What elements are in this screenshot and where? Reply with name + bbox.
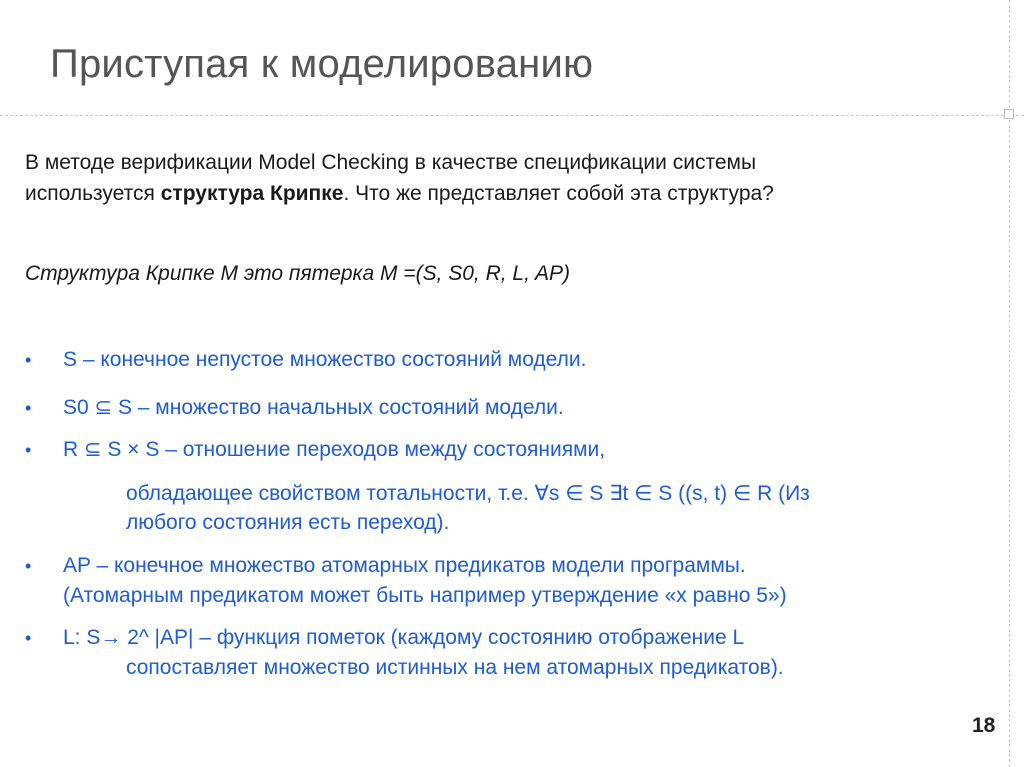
bullet-marker-s: • bbox=[25, 350, 32, 370]
slide-title: Приступая к моделированию bbox=[50, 42, 594, 86]
bullet-marker-r: • bbox=[25, 440, 32, 460]
intro-line-2-before: используется bbox=[25, 182, 161, 205]
bullet-s: S – конечное непустое множество состояний модели. bbox=[63, 348, 587, 371]
bullet-l-continuation: сопоставляет множество истинных на нем атомарных предикатов). bbox=[126, 656, 784, 679]
intro-line-1: В методе верификации Model Checking в качестве спецификации системы bbox=[25, 151, 757, 174]
kripke-definition: Структура Крипке M это пятерка M =(S, S0, R, L, AP) bbox=[25, 262, 571, 285]
bullet-r: R ⊆ S × S – отношение переходов между состояниями, bbox=[63, 438, 606, 461]
intro-line-2 bbox=[25, 178, 985, 209]
bullet-ap-continuation: (Атомарным предикатом может быть например утверждение «x равно 5») bbox=[63, 584, 787, 607]
page-number: 18 bbox=[972, 714, 996, 737]
bullet-l: L: S→ 2^ |AP| – функция пометок (каждому состоянию отображение L bbox=[63, 626, 745, 649]
bullet-ap: AP – конечное множество атомарных предикатов модели программы. bbox=[63, 554, 746, 577]
bullet-r-continuation-1: обладающее свойством тотальности, т.е. ∀s ∈ S ∃t ∈ S ((s, t) ∈ R (Из bbox=[126, 482, 810, 505]
kripke-structure-term: структура Крипке bbox=[160, 182, 344, 205]
intro-line-2-after: . Что же представляет собой эта структура? bbox=[343, 182, 774, 205]
bullet-s0: S0 ⊆ S – множество начальных состояний модели. bbox=[63, 396, 564, 419]
bullet-marker-l: • bbox=[25, 628, 32, 648]
bullet-r-continuation-2: любого состояния есть переход). bbox=[126, 511, 450, 534]
title-divider bbox=[0, 115, 1024, 116]
intro-paragraph bbox=[25, 147, 985, 209]
bullet-marker-s0: • bbox=[25, 398, 32, 418]
bullet-marker-ap: • bbox=[25, 556, 32, 576]
corner-square-icon bbox=[1004, 109, 1014, 119]
